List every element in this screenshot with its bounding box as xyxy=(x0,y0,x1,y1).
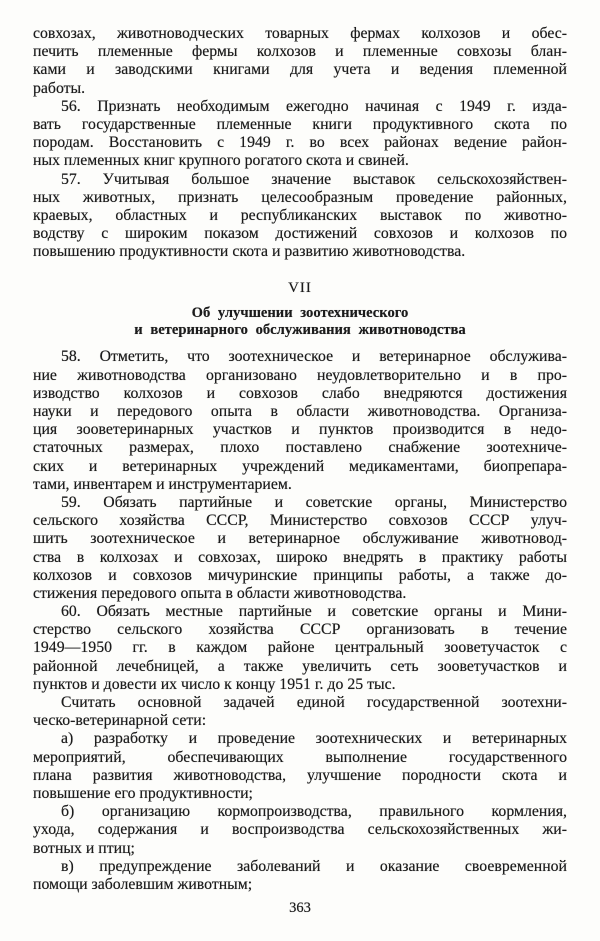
text-line: краевых, областных и республиканских выставок по животно- xyxy=(33,206,567,224)
text-line: вать государственные племенные книги продуктивного скота по xyxy=(33,115,567,133)
text-line: Считать основной задачей единой государственной зоотехни- xyxy=(61,694,567,711)
text-line: ных племенных книг крупного рогатого скота и свиней. xyxy=(33,152,409,170)
text-line: районной лечебницей, а также увеличить сеть зооветучастков и xyxy=(33,657,567,675)
text-column xyxy=(33,25,567,916)
text-line: повышению продуктивности скота и развитию животноводства. xyxy=(33,243,466,261)
text-line: ства в колхозах и совхозах, широко внедрять в практику работы xyxy=(33,548,567,566)
section-subtitle-line: и ветеринарного обслуживания животноводства xyxy=(134,322,466,339)
paragraph-schitat xyxy=(33,694,567,730)
text-line: 56. Признать необходимым ежегодно начиная с 1949 г. изда- xyxy=(61,97,567,115)
text-line: тами, инвентарем и инструментарием. xyxy=(33,475,292,493)
text-line: породам. Восстановить с 1949 г. во всех районах ведение район- xyxy=(33,134,567,152)
text-line: колхозов и совхозов мичуринские принципы работы, а также до- xyxy=(33,566,567,584)
paragraph-item-56 xyxy=(33,98,567,171)
text-line: ция зооветеринарных участков и пунктов производится в недо- xyxy=(33,421,567,439)
text-line: совхозах, животноводческих товарных фермах колхозов и обес- xyxy=(33,25,567,42)
text-line: б) организацию кормопроизводства, правильного кормления, xyxy=(61,803,567,821)
text-line: 60. Обязать местные партийные и советские органы и Мини- xyxy=(61,603,567,621)
paragraph-continued xyxy=(33,25,567,98)
text-line: статочных размерах, плохо поставлено снабжение зоотехниче- xyxy=(33,439,567,457)
paragraph-item-60 xyxy=(33,603,567,694)
text-line: водству с широким показом достижений совхозов и колхозов по xyxy=(33,225,567,243)
text-line: в) предупреждение заболеваний и оказание своевременной xyxy=(61,857,567,875)
text-line: сельского хозяйства СССР, Министерство совхозов СССР улуч- xyxy=(33,512,567,530)
text-line: 57. Учитывая большое значение выставок сельскохозяйствен- xyxy=(61,170,567,188)
section-numeral: VII xyxy=(288,280,312,297)
text-line: ных животных, признать целесообразным проведение районных, xyxy=(33,188,567,206)
text-line: мероприятий, обеспечивающих выполнение государственного xyxy=(33,748,567,766)
paragraph-item-v xyxy=(33,858,567,894)
text-line: изводство колхозов и совхозов слабо внедряются достижения xyxy=(33,384,567,402)
text-line: повышение его продуктивности; xyxy=(33,784,253,802)
paragraph-item-a xyxy=(33,730,567,803)
text-line: плана развития животноводства, улучшение породности скота и xyxy=(33,766,567,784)
paragraph-item-b xyxy=(33,803,567,858)
text-line: стерство сельского хозяйства СССР организовать в течение xyxy=(33,621,567,639)
text-line: печить племенные фермы колхозов и племенные совхозы блан- xyxy=(33,43,567,61)
text-line: ухода, содержания и воспроизводства сельскохозяйственных жи- xyxy=(33,821,567,839)
text-line: шить зоотехническое и ветеринарное обслуживание животновод- xyxy=(33,530,567,548)
section-subtitle-line: Об улучшении зоотехнического xyxy=(191,305,409,322)
text-line: ками и заводскими книгами для учета и ведения племенной xyxy=(33,61,567,79)
text-line: помощи заболевшим животным; xyxy=(33,875,253,893)
paragraph-item-58 xyxy=(33,348,567,494)
text-line: ние животноводства организовано неудовлетворительно и в про- xyxy=(33,366,567,384)
text-line: 58. Отметить, что зоотехническое и ветеринарное обслужива- xyxy=(61,348,567,366)
paragraph-item-59 xyxy=(33,494,567,603)
text-line: 1949—1950 гг. в каждом районе центральный зооветучасток с xyxy=(33,639,567,657)
text-line: а) разработку и проведение зоотехнических и ветеринарных xyxy=(61,730,567,748)
text-line: науки и передового опыта в области животноводства. Организа- xyxy=(33,403,567,420)
paragraph-item-57 xyxy=(33,171,567,262)
text-line: пунктов и довести их число к концу 1951 г. до 25 тыс. xyxy=(33,675,396,693)
section-heading xyxy=(33,280,567,339)
text-line: вотных и птиц; xyxy=(33,839,135,857)
text-line: ских и ветеринарных учреждений медикаментами, биопрепара- xyxy=(33,457,567,475)
text-line: ческо-ветеринарной сети: xyxy=(33,712,207,730)
section-subtitle xyxy=(33,305,567,339)
text-line: 59. Обязать партийные и советские органы, Министерство xyxy=(61,493,567,511)
page-number: 363 xyxy=(289,900,311,917)
text-line: стижения передового опыта в области животноводства. xyxy=(33,584,407,602)
text-line: работы. xyxy=(33,79,86,97)
